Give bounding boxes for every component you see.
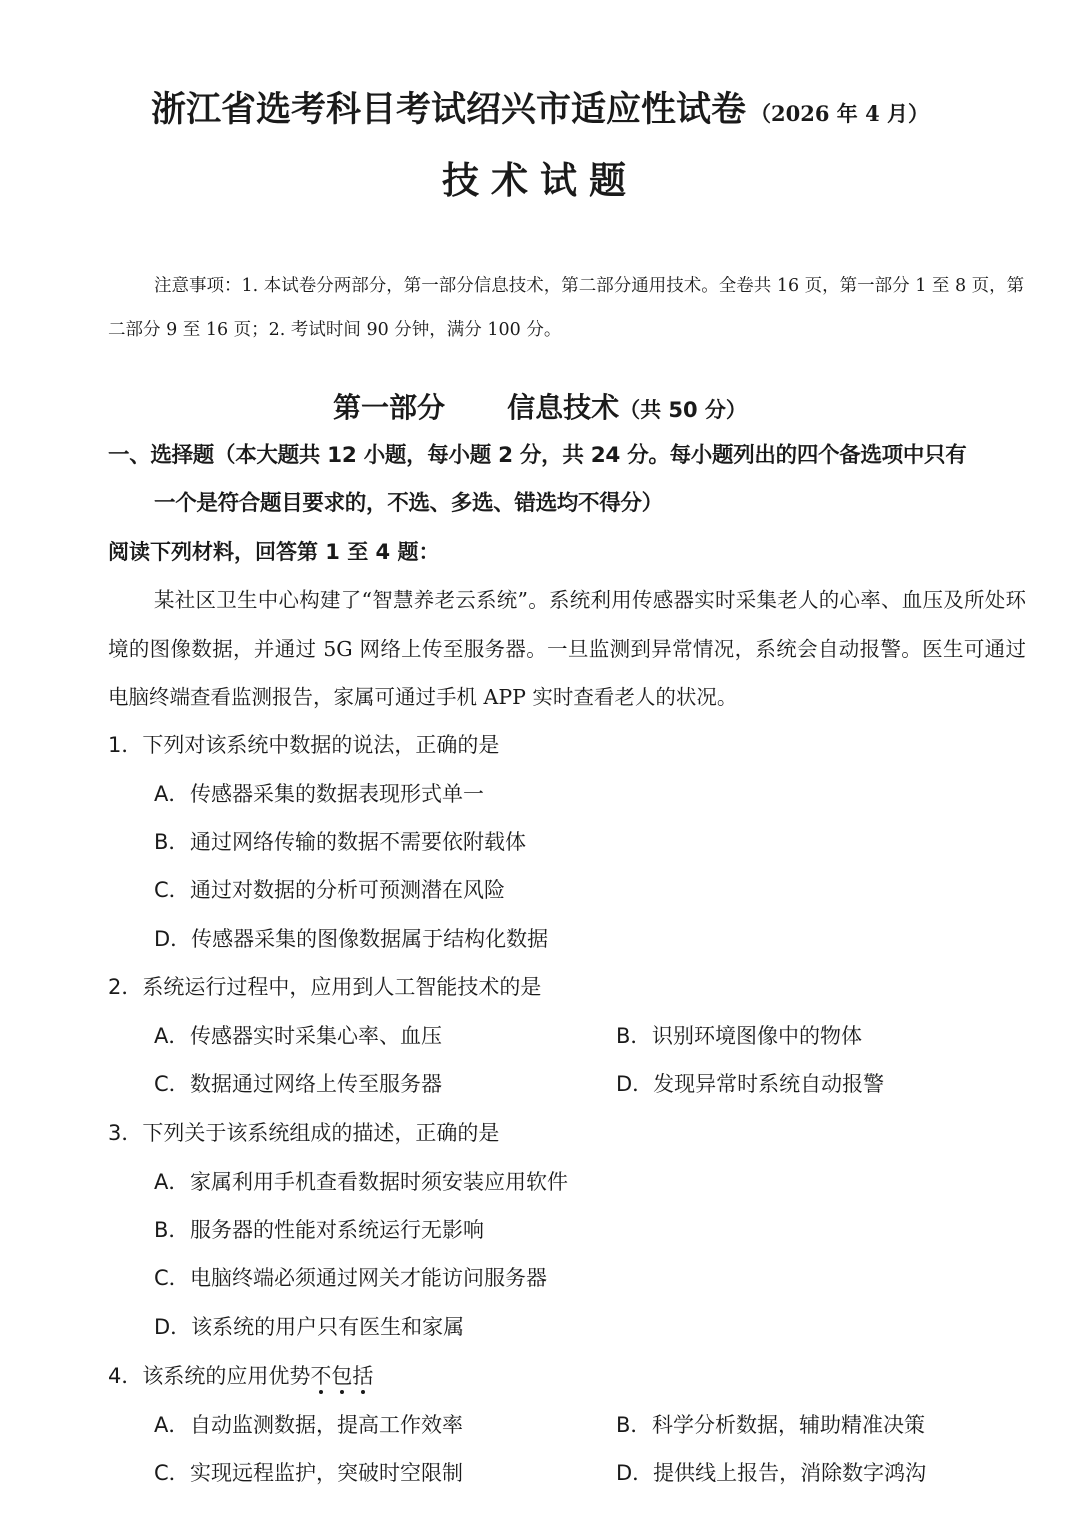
- section-heading: [108, 432, 1038, 528]
- q4-option-a: [154, 1410, 463, 1440]
- option-label: D．: [616, 1461, 654, 1485]
- option-text: 提供线上报告，消除数字鸿沟: [653, 1461, 927, 1485]
- exam-title: [0, 82, 1080, 132]
- option-text: 传感器采集的数据表现形式单一: [190, 782, 484, 806]
- option-label: C．: [154, 878, 190, 902]
- question-number: 4．: [108, 1364, 143, 1388]
- question-stem: 下列关于该系统组成的描述，正确的是: [142, 1121, 500, 1145]
- option-text: 科学分析数据，辅助精准决策: [652, 1413, 925, 1437]
- q2-option-d: [616, 1069, 884, 1099]
- option-label: A．: [154, 1170, 190, 1194]
- question-stem: 该系统的应用优势: [142, 1364, 311, 1388]
- question-4: [108, 1361, 373, 1391]
- emphasis-char: 括: [352, 1364, 374, 1388]
- question-stem: 系统运行过程中，应用到人工智能技术的是: [142, 975, 542, 999]
- question-1: [108, 730, 499, 760]
- q1-option-a: [154, 779, 484, 809]
- emphasis-char: 包: [331, 1364, 353, 1388]
- option-text: 家属利用手机查看数据时须安装应用软件: [190, 1170, 568, 1194]
- option-label: A．: [154, 782, 190, 806]
- option-text: 通过对数据的分析可预测潜在风险: [190, 878, 505, 902]
- part-subject: 信息技术: [507, 391, 620, 424]
- q4-option-b: [616, 1410, 925, 1440]
- option-text: 数据通过网络上传至服务器: [190, 1072, 442, 1096]
- option-label: A．: [154, 1024, 190, 1048]
- q4-option-d: [616, 1458, 926, 1488]
- part-title: [0, 386, 1080, 426]
- part-name: 第一部分: [333, 391, 446, 424]
- question-3: [108, 1118, 499, 1148]
- q2-option-b: [616, 1021, 862, 1051]
- option-text: 通过网络传输的数据不需要依附载体: [190, 830, 526, 854]
- q3-option-a: [154, 1167, 568, 1197]
- option-label: B．: [616, 1413, 652, 1437]
- subject-title: 技术试题: [442, 159, 638, 202]
- option-text: 服务器的性能对系统运行无影响: [190, 1218, 484, 1242]
- question-number: 1．: [108, 733, 143, 757]
- option-label: C．: [154, 1072, 190, 1096]
- option-text: 传感器实时采集心率、血压: [190, 1024, 442, 1048]
- option-text: 自动监测数据，提高工作效率: [190, 1413, 463, 1437]
- question-number: 2．: [108, 975, 143, 999]
- option-label: D．: [616, 1072, 654, 1096]
- q1-option-c: [154, 875, 505, 905]
- option-label: D．: [154, 927, 192, 951]
- q2-option-c: [154, 1069, 442, 1099]
- reading-instruction: 阅读下列材料，回答第 1 至 4 题：: [108, 540, 440, 564]
- q3-option-c: [154, 1263, 547, 1293]
- part-score: （共 50 分）: [619, 398, 747, 422]
- option-label: C．: [154, 1461, 190, 1485]
- question-2: [108, 972, 541, 1002]
- section-heading-line2: 一个是符合题目要求的，不选、多选、错选均不得分）: [154, 491, 663, 516]
- option-label: D．: [154, 1315, 192, 1339]
- option-label: B．: [616, 1024, 652, 1048]
- option-text: 识别环境图像中的物体: [652, 1024, 862, 1048]
- question-number: 3．: [108, 1121, 143, 1145]
- q4-option-c: [154, 1458, 463, 1488]
- q3-option-b: [154, 1215, 484, 1245]
- emphasis-char: 不: [310, 1364, 332, 1388]
- exam-notice: 注意事项：1. 本试卷分两部分，第一部分信息技术，第二部分通用技术。全卷共 16 页，第一部分 1 至 8 页，第二部分 9 至 16 页；2. 考试时间 90 分钟，满分 100 分。: [108, 276, 1025, 340]
- exam-date: （2026 年 4 月）: [750, 101, 929, 126]
- option-text: 电脑终端必须通过网关才能访问服务器: [190, 1266, 547, 1290]
- option-text: 发现异常时系统自动报警: [653, 1072, 885, 1096]
- q2-option-a: [154, 1021, 442, 1051]
- reading-material: 某社区卫生中心构建了“智慧养老云系统”。系统利用传感器实时采集老人的心率、血压及所处环境的图像数据，并通过 5G 网络上传至服务器。一旦监测到异常情况，系统会自动报警。医生可通过电脑终端查看监测报告，家属可通过手机 APP 实时查看老人的状况。: [108, 588, 1026, 709]
- option-label: B．: [154, 1218, 190, 1242]
- option-text: 该系统的用户只有医生和家属: [191, 1315, 465, 1339]
- section-heading-line1: 一、选择题（本大题共 12 小题，每小题 2 分，共 24 分。每小题列出的四个备选项中只有: [108, 443, 967, 468]
- q1-option-b: [154, 827, 526, 857]
- question-stem: 下列对该系统中数据的说法，正确的是: [142, 733, 500, 757]
- q3-option-d: [154, 1312, 464, 1342]
- q1-option-d: [154, 924, 548, 954]
- option-label: C．: [154, 1266, 190, 1290]
- option-text: 传感器采集的图像数据属于结构化数据: [191, 927, 549, 951]
- exam-title-text: 浙江省选考科目考试绍兴市适应性试卷: [150, 90, 746, 130]
- option-text: 实现远程监护，突破时空限制: [190, 1461, 463, 1485]
- option-label: B．: [154, 830, 190, 854]
- option-label: A．: [154, 1413, 190, 1437]
